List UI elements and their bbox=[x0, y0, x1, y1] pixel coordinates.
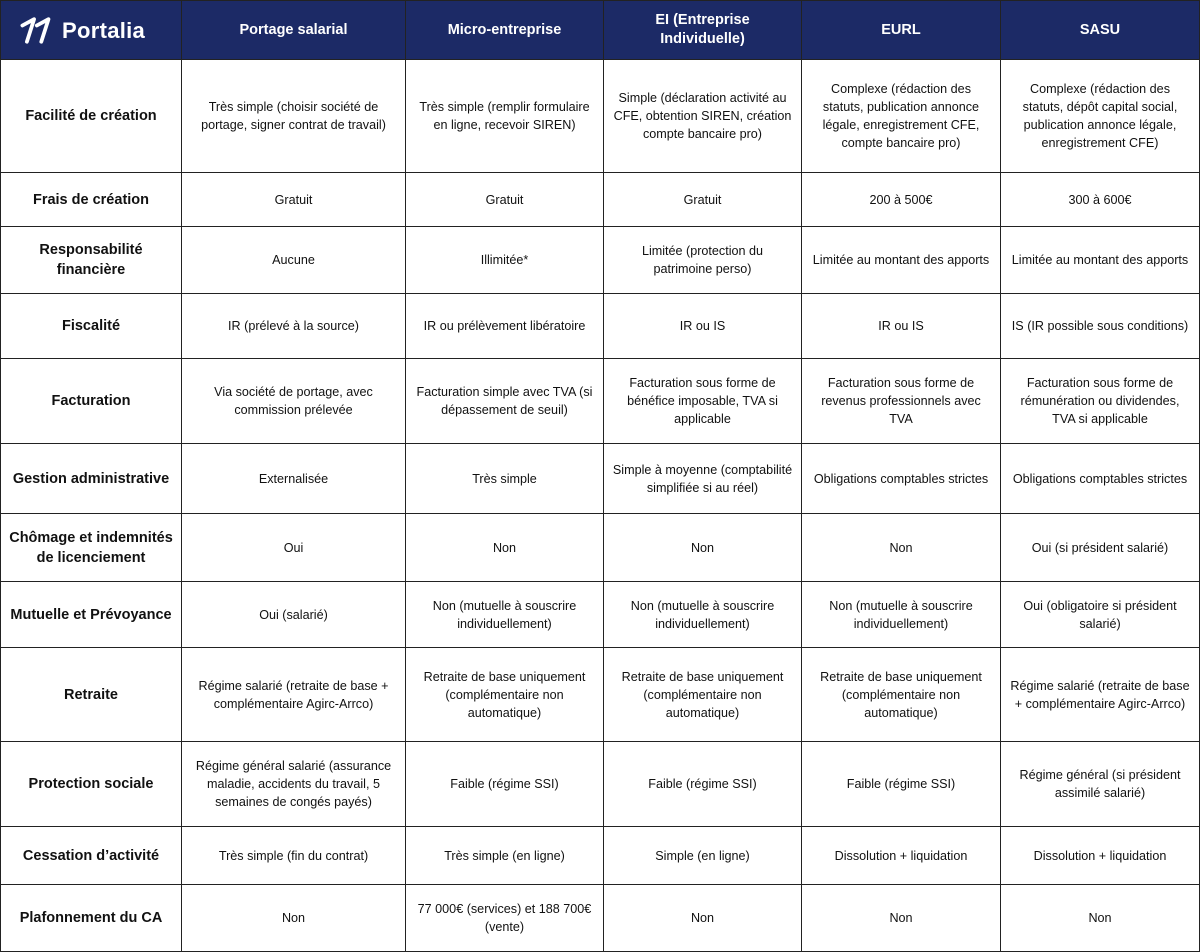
table-cell: Dissolution + liquidation bbox=[802, 827, 1001, 885]
table-cell: Non (mutuelle à souscrire individuellement) bbox=[406, 582, 604, 648]
table-cell: Dissolution + liquidation bbox=[1001, 827, 1200, 885]
table-cell: Retraite de base uniquement (complémentaire non automatique) bbox=[802, 648, 1001, 742]
table-cell: Via société de portage, avec commission prélevée bbox=[182, 359, 406, 444]
row-label: Responsabilité financière bbox=[1, 227, 182, 294]
table-cell: Limitée au montant des apports bbox=[802, 227, 1001, 294]
table-row bbox=[1, 444, 1200, 514]
table-cell: Non bbox=[802, 885, 1001, 952]
table-cell: Limitée au montant des apports bbox=[1001, 227, 1200, 294]
table-cell: Non bbox=[1001, 885, 1200, 952]
table-row bbox=[1, 648, 1200, 742]
table-cell: Simple à moyenne (comptabilité simplifiée si au réel) bbox=[604, 444, 802, 514]
table-cell: Régime général salarié (assurance maladie, accidents du travail, 5 semaines de congés payés) bbox=[182, 742, 406, 827]
table-cell: Complexe (rédaction des statuts, dépôt capital social, publication annonce légale, enregistrement CFE) bbox=[1001, 60, 1200, 173]
table-row bbox=[1, 173, 1200, 227]
table-cell: Facturation sous forme de revenus professionnels avec TVA bbox=[802, 359, 1001, 444]
table-row bbox=[1, 359, 1200, 444]
table-row bbox=[1, 514, 1200, 582]
table-cell: Gratuit bbox=[604, 173, 802, 227]
table-row bbox=[1, 742, 1200, 827]
table-cell: Oui (si président salarié) bbox=[1001, 514, 1200, 582]
row-label: Facturation bbox=[1, 359, 182, 444]
table-cell: Très simple (remplir formulaire en ligne, recevoir SIREN) bbox=[406, 60, 604, 173]
brand-cell bbox=[1, 1, 182, 60]
table-cell: Simple (en ligne) bbox=[604, 827, 802, 885]
table-cell: Illimitée* bbox=[406, 227, 604, 294]
table-cell: IS (IR possible sous conditions) bbox=[1001, 294, 1200, 359]
table-cell: Obligations comptables strictes bbox=[1001, 444, 1200, 514]
table-cell: Non bbox=[604, 514, 802, 582]
brand-logo bbox=[17, 12, 173, 48]
table-cell: IR ou IS bbox=[802, 294, 1001, 359]
table-cell: Non bbox=[182, 885, 406, 952]
row-label: Gestion administrative bbox=[1, 444, 182, 514]
brand-name: Portalia bbox=[62, 17, 146, 43]
table-row bbox=[1, 885, 1200, 952]
row-label: Protection sociale bbox=[1, 742, 182, 827]
table-cell: Simple (déclaration activité au CFE, obtention SIREN, création compte bancaire pro) bbox=[604, 60, 802, 173]
table-row bbox=[1, 60, 1200, 173]
table-row bbox=[1, 582, 1200, 648]
table-cell: Retraite de base uniquement (complémentaire non automatique) bbox=[406, 648, 604, 742]
portalia-logo-icon bbox=[17, 12, 53, 48]
table-row bbox=[1, 227, 1200, 294]
row-label: Retraite bbox=[1, 648, 182, 742]
column-header-portage: Portage salarial bbox=[182, 1, 406, 60]
table-cell: Facturation simple avec TVA (si dépassement de seuil) bbox=[406, 359, 604, 444]
table-cell: Faible (régime SSI) bbox=[406, 742, 604, 827]
table-cell: Régime salarié (retraite de base + complémentaire Agirc-Arrco) bbox=[182, 648, 406, 742]
column-header-micro: Micro-entreprise bbox=[406, 1, 604, 60]
table-cell: Oui (obligatoire si président salarié) bbox=[1001, 582, 1200, 648]
table-cell: Complexe (rédaction des statuts, publication annonce légale, enregistrement CFE, compte bancaire pro) bbox=[802, 60, 1001, 173]
table-cell: IR ou IS bbox=[604, 294, 802, 359]
table-cell: Gratuit bbox=[182, 173, 406, 227]
row-label: Facilité de création bbox=[1, 60, 182, 173]
column-header-eurl: EURL bbox=[802, 1, 1001, 60]
table-cell: Très simple bbox=[406, 444, 604, 514]
table-cell: 300 à 600€ bbox=[1001, 173, 1200, 227]
row-label: Mutuelle et Prévoyance bbox=[1, 582, 182, 648]
table-cell: IR (prélevé à la source) bbox=[182, 294, 406, 359]
row-label: Chômage et indemnités de licenciement bbox=[1, 514, 182, 582]
table-row bbox=[1, 294, 1200, 359]
table-cell: Oui (salarié) bbox=[182, 582, 406, 648]
table-cell: Non bbox=[802, 514, 1001, 582]
table-body bbox=[1, 60, 1200, 952]
table-cell: Aucune bbox=[182, 227, 406, 294]
row-label: Cessation d’activité bbox=[1, 827, 182, 885]
table-cell: Non bbox=[406, 514, 604, 582]
table-cell: Limitée (protection du patrimoine perso) bbox=[604, 227, 802, 294]
table-cell: 77 000€ (services) et 188 700€ (vente) bbox=[406, 885, 604, 952]
table-cell: Non bbox=[604, 885, 802, 952]
table-cell: Non (mutuelle à souscrire individuellement) bbox=[604, 582, 802, 648]
table-cell: Faible (régime SSI) bbox=[802, 742, 1001, 827]
column-header-ei: EI (Entreprise Individuelle) bbox=[604, 1, 802, 60]
row-label: Fiscalité bbox=[1, 294, 182, 359]
column-header-sasu: SASU bbox=[1001, 1, 1200, 60]
table-cell: Régime général (si président assimilé salarié) bbox=[1001, 742, 1200, 827]
row-label: Frais de création bbox=[1, 173, 182, 227]
table-cell: Gratuit bbox=[406, 173, 604, 227]
table-cell: Retraite de base uniquement (complémentaire non automatique) bbox=[604, 648, 802, 742]
table-cell: Très simple (en ligne) bbox=[406, 827, 604, 885]
table-cell: Facturation sous forme de rémunération ou dividendes, TVA si applicable bbox=[1001, 359, 1200, 444]
table-cell: Faible (régime SSI) bbox=[604, 742, 802, 827]
table-cell: Oui bbox=[182, 514, 406, 582]
row-label: Plafonnement du CA bbox=[1, 885, 182, 952]
table-cell: 200 à 500€ bbox=[802, 173, 1001, 227]
table-cell: Facturation sous forme de bénéfice imposable, TVA si applicable bbox=[604, 359, 802, 444]
table-cell: Externalisée bbox=[182, 444, 406, 514]
table-row bbox=[1, 827, 1200, 885]
table-cell: IR ou prélèvement libératoire bbox=[406, 294, 604, 359]
table-cell: Régime salarié (retraite de base + complémentaire Agirc-Arrco) bbox=[1001, 648, 1200, 742]
table-cell: Très simple (choisir société de portage, signer contrat de travail) bbox=[182, 60, 406, 173]
table-cell: Non (mutuelle à souscrire individuellement) bbox=[802, 582, 1001, 648]
table-cell: Obligations comptables strictes bbox=[802, 444, 1001, 514]
table-header bbox=[1, 1, 1200, 60]
table-cell: Très simple (fin du contrat) bbox=[182, 827, 406, 885]
